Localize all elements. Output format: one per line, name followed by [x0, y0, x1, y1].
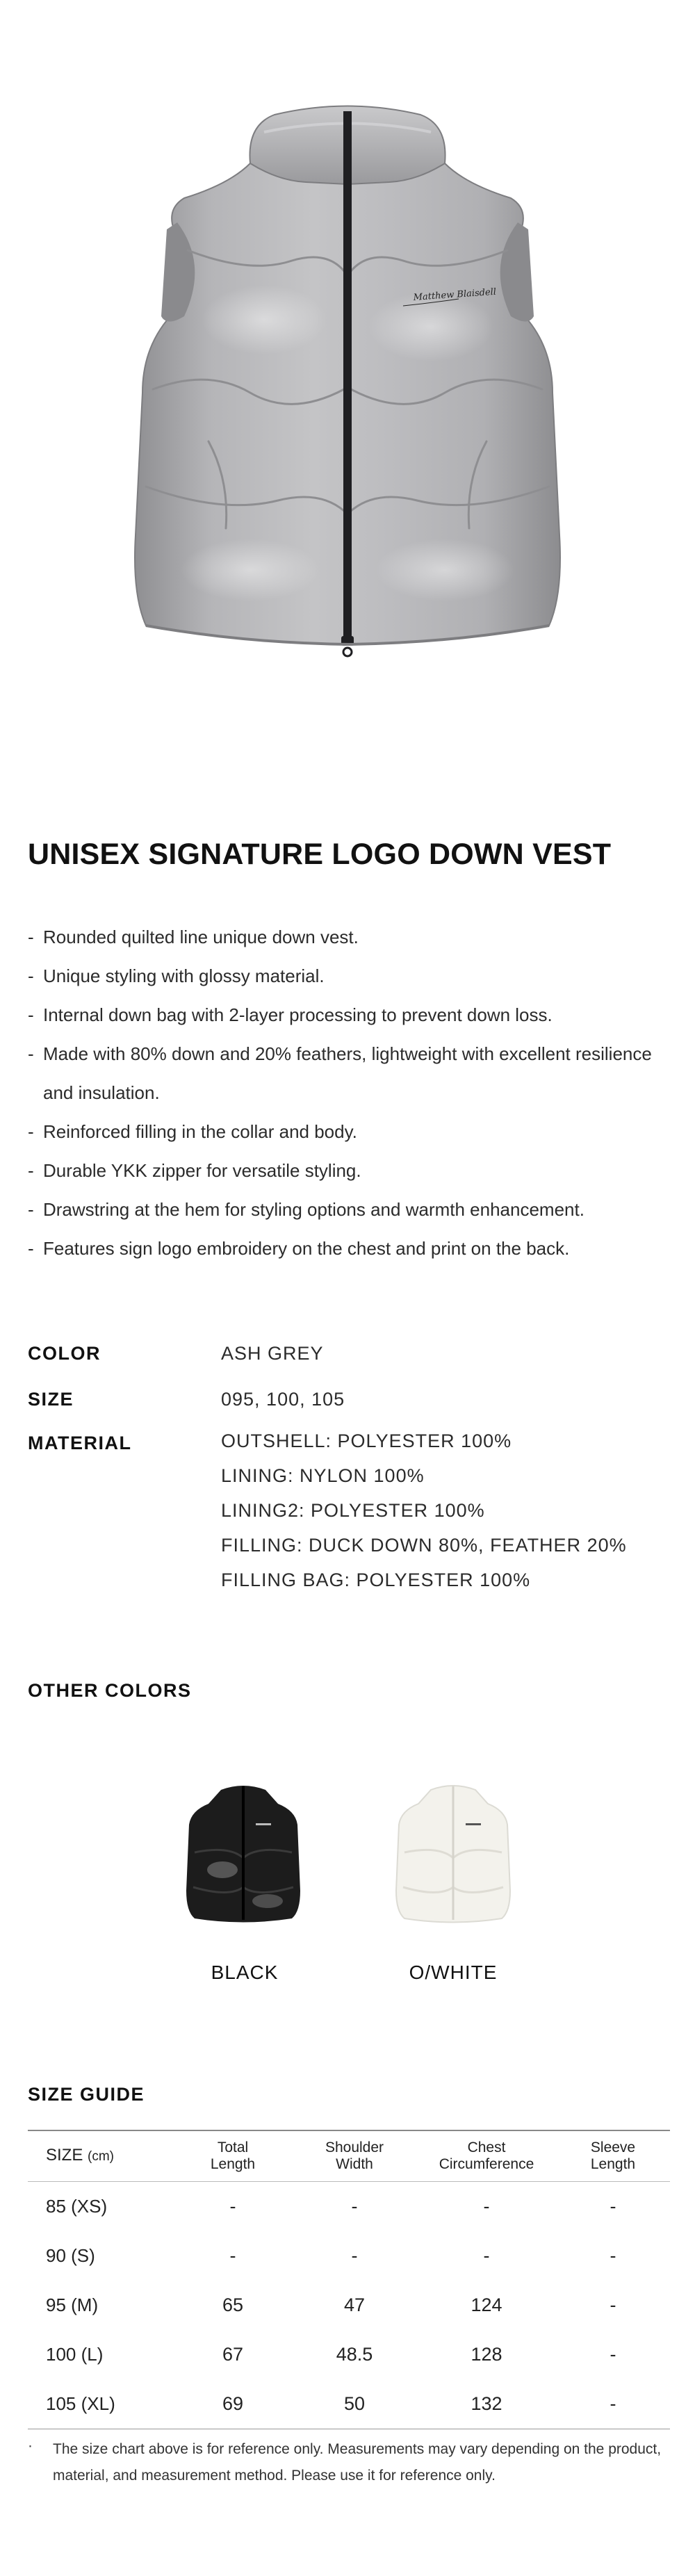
- size-guide-header-row: [28, 2130, 670, 2182]
- table-cell: -: [556, 2379, 670, 2429]
- chest-logo: Matthew Blaisdell: [413, 286, 497, 303]
- size-guide-title: SIZE GUIDE: [28, 2084, 145, 2105]
- table-cell: 48.5: [336, 2344, 373, 2365]
- size-cell: 105 (XL): [28, 2379, 174, 2429]
- feature-item: - Rounded quilted line unique down vest.: [28, 918, 681, 956]
- size-guide-note: The size chart above is for reference only. Measurements may vary depending on the product, material, and measurement method. Please use it for reference only.: [53, 2441, 662, 2484]
- color-value: ASH GREY: [221, 1343, 324, 1364]
- table-row: [28, 2330, 670, 2379]
- table-cell: 65: [222, 2294, 244, 2315]
- color-swatch-off-white[interactable]: [384, 1769, 523, 1936]
- material-item: FILLING: DUCK DOWN 80%, FEATHER 20%: [221, 1535, 627, 1556]
- size-cell: 85 (XS): [46, 2196, 108, 2217]
- table-cell: 50: [292, 2379, 417, 2429]
- size-column-header: [28, 2130, 174, 2182]
- note-bullet: ·: [28, 2438, 33, 2454]
- column-header-line: Width: [336, 2156, 373, 2172]
- table-cell: -: [483, 2245, 490, 2266]
- table-cell: -: [610, 2196, 616, 2217]
- color-swatch-black[interactable]: [174, 1769, 313, 1936]
- table-cell: 47: [343, 2294, 366, 2315]
- table-cell: 132: [417, 2379, 556, 2429]
- table-cell: -: [229, 2196, 236, 2217]
- feature-item: - Features sign logo embroidery on the chest and print on the back.: [28, 1229, 681, 1268]
- material-item: OUTSHELL: POLYESTER 100%: [221, 1430, 512, 1451]
- table-cell: 67: [222, 2344, 244, 2365]
- table-cell: -: [351, 2245, 358, 2266]
- color-label: COLOR: [28, 1343, 101, 1364]
- table-cell: 69: [174, 2379, 292, 2429]
- table-cell: -: [483, 2196, 490, 2217]
- size-cell: 95 (M): [46, 2294, 99, 2315]
- table-cell: 124: [471, 2294, 502, 2315]
- table-row: [28, 2281, 670, 2330]
- table-row: [28, 2231, 670, 2281]
- column-header-shoulder-width: [292, 2130, 417, 2182]
- column-header-chest-circumference: [417, 2130, 556, 2182]
- table-cell: -: [610, 2245, 616, 2266]
- material-item: FILLING BAG: POLYESTER 100%: [221, 1570, 531, 1590]
- feature-item: - Made with 80% down and 20% feathers, lightweight with excellent resilience: [28, 1034, 681, 1073]
- feature-item: - Durable YKK zipper for versatile styling.: [28, 1151, 681, 1190]
- size-guide-table: [28, 2130, 670, 2429]
- feature-item: - Unique styling with glossy material.: [28, 956, 681, 995]
- feature-list: [28, 918, 681, 1268]
- table-row: [28, 2182, 670, 2232]
- size-label: SIZE: [28, 1389, 74, 1410]
- color-name-off-white[interactable]: O/WHITE: [409, 1962, 498, 1983]
- product-title: UNISEX SIGNATURE LOGO DOWN VEST: [28, 838, 612, 871]
- column-header-line: Length: [210, 2156, 256, 2172]
- column-header-sleeve-length: [556, 2130, 670, 2182]
- table-cell: 128: [471, 2344, 502, 2365]
- material-item: LINING: NYLON 100%: [221, 1465, 425, 1486]
- feature-item: - Reinforced filling in the collar and body.: [28, 1112, 681, 1151]
- size-header-label: SIZE: [46, 2146, 83, 2165]
- table-cell: -: [610, 2294, 616, 2315]
- material-list: [221, 1424, 627, 1597]
- feature-item: - Drawstring at the hem for styling options and warmth enhancement.: [28, 1190, 681, 1229]
- column-header-line: Total: [217, 2139, 249, 2155]
- feature-item: - Internal down bag with 2-layer processing to prevent down loss.: [28, 995, 681, 1034]
- product-image-ash-grey-vest: [0, 0, 695, 751]
- column-header-line: Circumference: [439, 2156, 534, 2172]
- feature-item-continued: and insulation.: [43, 1082, 160, 1103]
- zipper: [343, 111, 352, 639]
- material-label: MATERIAL: [28, 1433, 132, 1453]
- column-header-total-length: [174, 2130, 292, 2182]
- size-cell: 90 (S): [46, 2245, 95, 2266]
- column-header-line: Length: [590, 2156, 636, 2172]
- column-header-line: Chest: [467, 2139, 506, 2155]
- other-colors-title: OTHER COLORS: [28, 1680, 192, 1701]
- table-row: [28, 2379, 670, 2429]
- table-cell: -: [229, 2245, 236, 2266]
- column-header-line: Shoulder: [325, 2139, 384, 2155]
- color-name-black[interactable]: BLACK: [211, 1962, 279, 1983]
- size-cell: 100 (L): [46, 2344, 104, 2365]
- material-item: LINING2: POLYESTER 100%: [221, 1500, 485, 1521]
- column-header-line: Sleeve: [590, 2139, 636, 2155]
- size-value: 095, 100, 105: [221, 1389, 345, 1410]
- table-cell: -: [610, 2344, 616, 2365]
- size-unit: (cm): [88, 2149, 114, 2164]
- table-cell: -: [351, 2196, 358, 2217]
